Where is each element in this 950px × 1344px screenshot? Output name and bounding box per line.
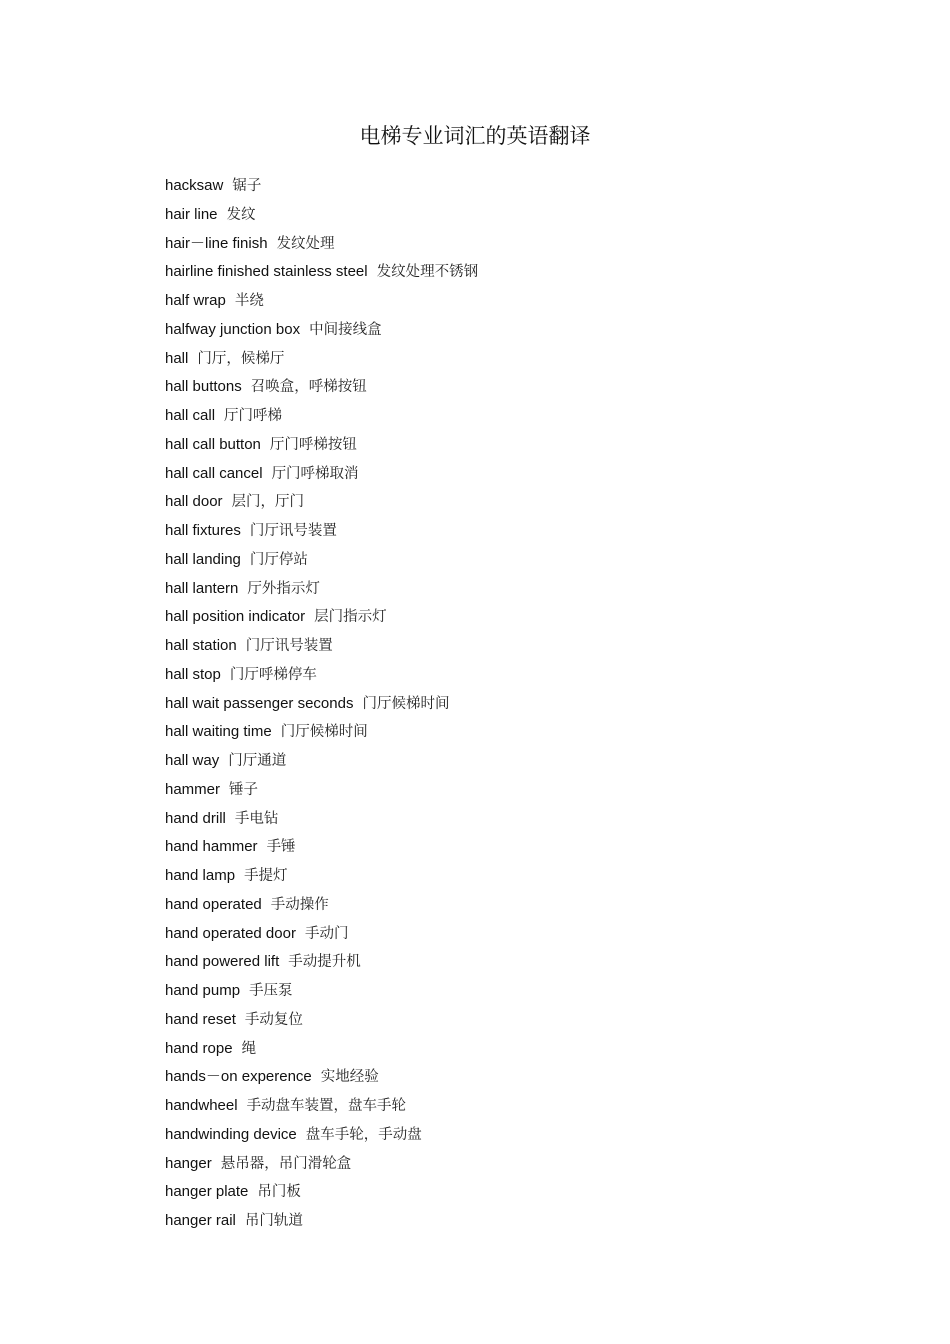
english-term: hand operated door	[165, 924, 296, 942]
glossary-entry	[165, 1149, 478, 1178]
chinese-translation: 盘车手轮，手动盘	[305, 1126, 422, 1143]
glossary-entry	[165, 861, 478, 890]
chinese-translation: 吊门板	[257, 1184, 301, 1201]
english-term: hand hammer	[165, 838, 258, 856]
chinese-translation: 召唤盒，呼梯按钮	[250, 379, 367, 396]
english-term: hand rope	[165, 1039, 233, 1057]
chinese-translation: 门厅停站	[249, 551, 308, 568]
english-term: hair－line finish	[165, 234, 268, 252]
english-term: hall door	[165, 493, 223, 511]
glossary-entry	[165, 746, 478, 775]
chinese-translation: 手提灯	[244, 868, 288, 884]
chinese-translation: 门厅通道	[228, 753, 287, 769]
chinese-translation: 手动操作	[270, 896, 329, 913]
chinese-translation: 发纹	[226, 206, 256, 223]
page-title: 电梯专业词汇的英语翻译	[359, 124, 591, 148]
english-term: hand operated	[165, 895, 262, 913]
english-term: hairline finished stainless steel	[165, 263, 368, 281]
chinese-translation: 手锤	[266, 839, 296, 856]
glossary-entry	[165, 459, 478, 488]
glossary-entry	[165, 344, 478, 373]
glossary-entry	[165, 315, 478, 344]
english-term: hall call cancel	[165, 464, 263, 482]
glossary-entry	[165, 947, 478, 976]
chinese-translation: 门厅，候梯厅	[197, 350, 285, 367]
glossary-entry	[165, 286, 478, 315]
english-term: halfway junction box	[165, 320, 301, 338]
chinese-translation: 厅门呼梯	[224, 408, 283, 424]
english-term: hanger plate	[165, 1183, 249, 1201]
glossary-entry	[165, 1206, 478, 1235]
english-term: hall	[165, 349, 189, 367]
chinese-translation: 厅外指示灯	[247, 580, 320, 597]
chinese-translation: 手压泵	[249, 983, 293, 999]
glossary-entry	[165, 1062, 478, 1091]
english-term: hall wait passenger seconds	[165, 694, 354, 712]
english-term: hall stop	[165, 665, 221, 683]
glossary-entry	[165, 545, 478, 574]
glossary-entry	[165, 660, 478, 689]
english-term: hall call	[165, 407, 216, 424]
chinese-translation: 手动复位	[244, 1011, 303, 1028]
english-term: hanger	[165, 1154, 212, 1172]
glossary-entry	[165, 257, 478, 286]
glossary-entry	[165, 689, 478, 718]
chinese-translation: 发纹处理不锈钢	[376, 264, 479, 281]
glossary-entry	[165, 171, 478, 200]
chinese-translation: 锯子	[232, 178, 262, 194]
chinese-translation: 厅门呼梯取消	[271, 465, 359, 482]
english-term: hands－on experence	[165, 1068, 312, 1086]
chinese-translation: 半绕	[234, 293, 264, 309]
glossary-entry	[165, 1120, 478, 1149]
english-term: hall way	[165, 752, 220, 769]
glossary-entry	[165, 574, 478, 603]
glossary-entry	[165, 229, 478, 258]
english-term: hand pump	[165, 982, 241, 999]
glossary-list	[165, 171, 478, 1235]
chinese-translation: 中间接线盒	[309, 321, 382, 338]
english-term: hall position indicator	[165, 608, 306, 626]
english-term: handwheel	[165, 1097, 238, 1114]
english-term: hall landing	[165, 550, 241, 568]
glossary-entry	[165, 631, 478, 660]
english-term: hacksaw	[165, 177, 224, 194]
chinese-translation: 实地经验	[320, 1069, 379, 1086]
glossary-entry	[165, 919, 478, 948]
glossary-entry	[165, 890, 478, 919]
glossary-entry	[165, 717, 478, 746]
chinese-translation: 手动盘车装置，盘车手轮	[246, 1098, 407, 1114]
chinese-translation: 锤子	[229, 781, 259, 798]
glossary-entry	[165, 775, 478, 804]
english-term: hand drill	[165, 809, 226, 827]
glossary-entry	[165, 1177, 478, 1206]
glossary-entry	[165, 1005, 478, 1034]
english-term: hall station	[165, 637, 237, 654]
english-term: hall lantern	[165, 579, 239, 597]
chinese-translation: 门厅候梯时间	[362, 695, 450, 712]
english-term: hall buttons	[165, 378, 242, 396]
chinese-translation: 绳	[241, 1040, 257, 1057]
glossary-entry	[165, 1091, 478, 1120]
chinese-translation: 门厅讯号装置	[249, 523, 337, 539]
chinese-translation: 门厅候梯时间	[280, 724, 368, 741]
english-term: hand lamp	[165, 867, 236, 884]
chinese-translation: 手动提升机	[288, 954, 361, 971]
english-term: hair line	[165, 205, 218, 223]
chinese-translation: 门厅呼梯停车	[229, 666, 317, 683]
chinese-translation: 层门指示灯	[314, 609, 387, 626]
chinese-translation: 发纹处理	[276, 235, 335, 252]
glossary-entry	[165, 1034, 478, 1063]
english-term: hammer	[165, 780, 221, 798]
chinese-translation: 吊门轨道	[244, 1213, 303, 1229]
english-term: hall fixtures	[165, 522, 241, 539]
english-term: hand powered lift	[165, 953, 280, 971]
english-term: half wrap	[165, 292, 226, 309]
glossary-entry	[165, 401, 478, 430]
chinese-translation: 悬吊器，吊门滑轮盒	[220, 1155, 352, 1172]
chinese-translation: 门厅讯号装置	[245, 638, 333, 654]
glossary-entry	[165, 487, 478, 516]
english-term: handwinding device	[165, 1125, 297, 1143]
english-term: hall call button	[165, 435, 261, 453]
glossary-entry	[165, 832, 478, 861]
english-term: hand reset	[165, 1010, 236, 1028]
chinese-translation: 厅门呼梯按钮	[269, 436, 357, 453]
glossary-entry	[165, 430, 478, 459]
glossary-entry	[165, 516, 478, 545]
english-term: hall waiting time	[165, 723, 272, 741]
glossary-entry	[165, 602, 478, 631]
chinese-translation: 手动门	[304, 925, 349, 942]
chinese-translation: 层门，厅门	[231, 494, 305, 511]
glossary-entry	[165, 200, 478, 229]
chinese-translation: 手电钻	[234, 810, 279, 827]
english-term: hanger rail	[165, 1212, 236, 1229]
glossary-entry	[165, 372, 478, 401]
glossary-entry	[165, 804, 478, 833]
glossary-entry	[165, 976, 478, 1005]
